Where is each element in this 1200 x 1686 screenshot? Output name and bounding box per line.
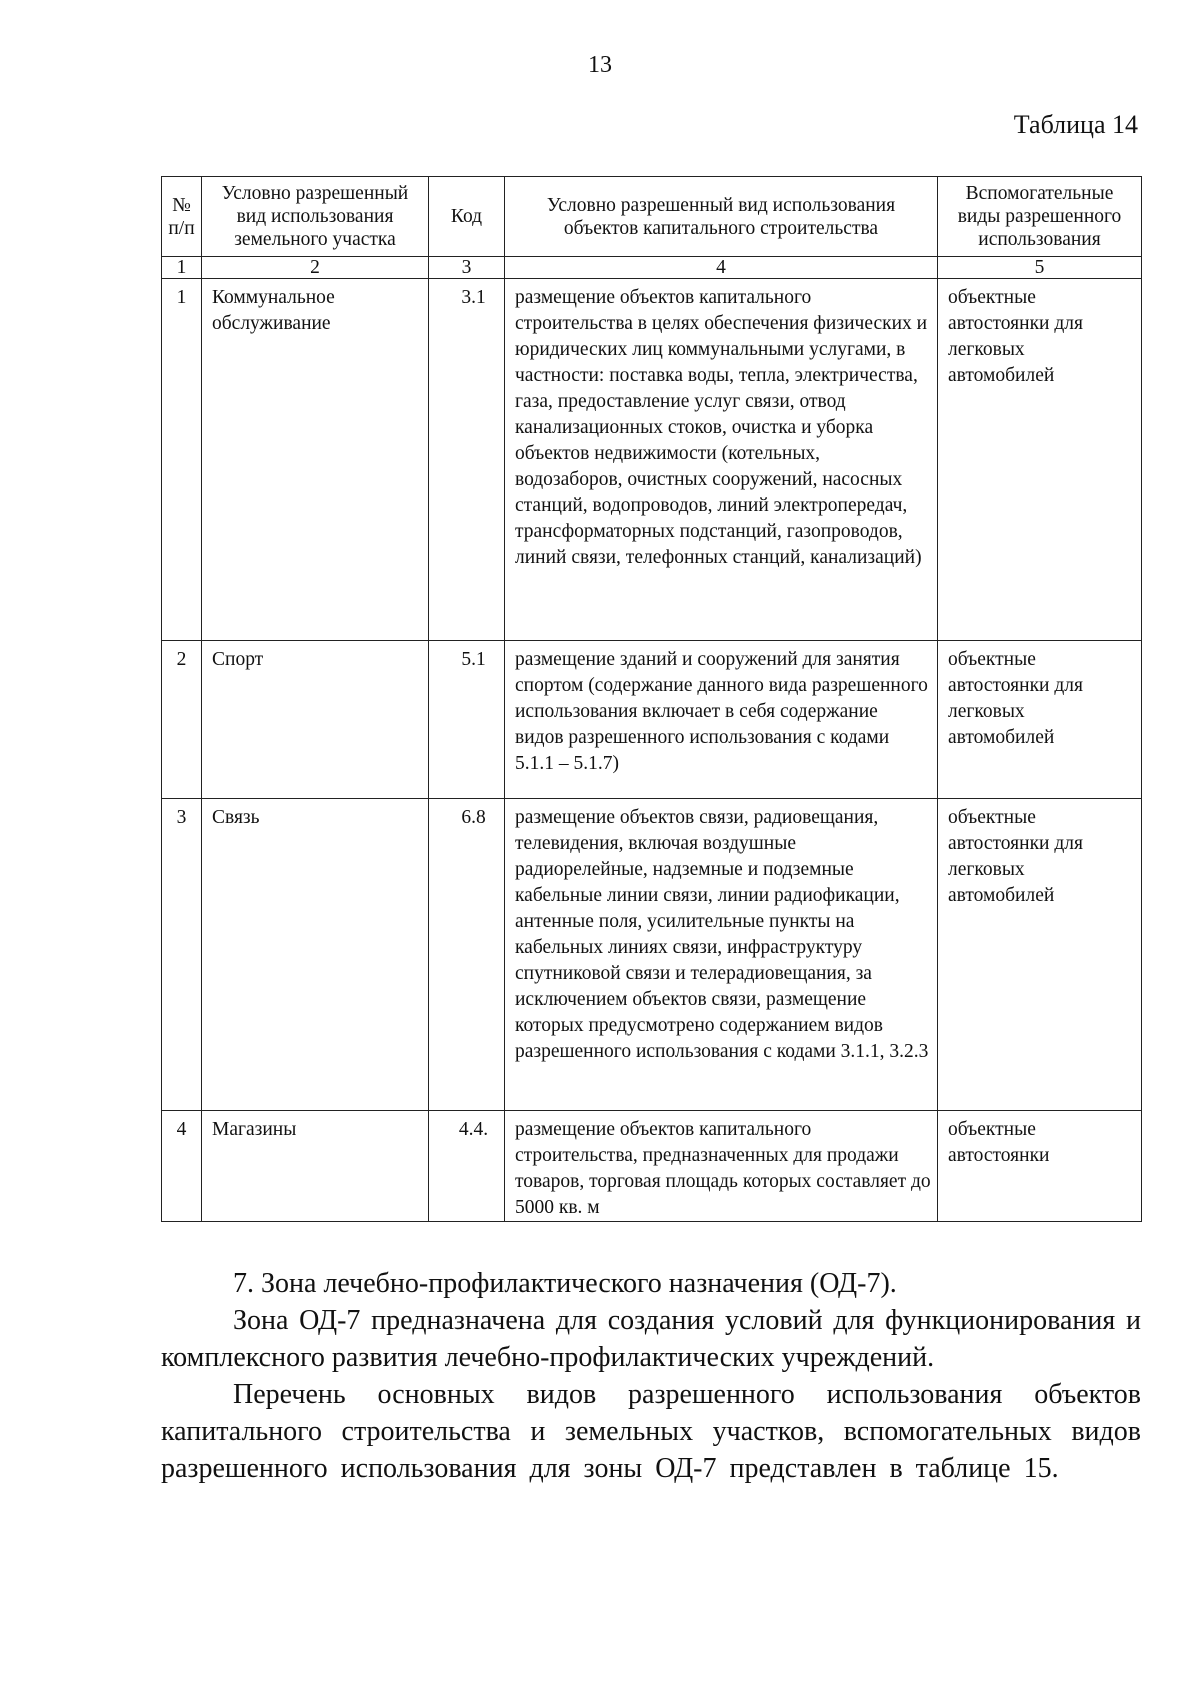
- column-number: 1: [162, 257, 202, 279]
- column-number: 2: [202, 257, 429, 279]
- row-code: 4.4.: [429, 1111, 505, 1222]
- row-code: 5.1: [429, 641, 505, 799]
- row-land-use: Связь: [202, 799, 429, 1111]
- header-num: № п/п: [162, 177, 202, 257]
- table-row: [162, 279, 1142, 641]
- row-code: 3.1: [429, 279, 505, 641]
- row-code: 6.8: [429, 799, 505, 1111]
- row-number: 4: [162, 1111, 202, 1222]
- header-land-use: Условно разрешенный вид использования земельного участка: [202, 177, 429, 257]
- header-auxiliary: Вспомогательные виды разрешенного использования: [938, 177, 1142, 257]
- row-land-use: Магазины: [202, 1111, 429, 1222]
- row-number: 3: [162, 799, 202, 1111]
- row-auxiliary: объектные автостоянки для легковых автомобилей: [938, 641, 1142, 799]
- section-title: 7. Зона лечебно-профилактического назначения (ОД-7).: [233, 1268, 897, 1299]
- row-auxiliary: объектные автостоянки для легковых автомобилей: [938, 799, 1142, 1111]
- header-capital-use: Условно разрешенный вид использования объектов капитального строительства: [505, 177, 938, 257]
- table-row: [162, 1111, 1142, 1222]
- row-description: размещение зданий и сооружений для занятия спортом (содержание данного вида разрешенного использования включает в себя содержание видов разрешенного использования с кодами 5.1.1 – 5.1.7): [505, 641, 938, 799]
- column-number: 5: [938, 257, 1142, 279]
- column-number: 4: [505, 257, 938, 279]
- column-number-row: [162, 257, 1142, 279]
- row-number: 1: [162, 279, 202, 641]
- row-description: размещение объектов связи, радиовещания, телевидения, включая воздушные радиорелейные, надземные и подземные кабельные линии связи, линии радиофикации, антенные поля, усилительные пункты на кабельных линиях связи, инфраструктуру спутниковой связи и телерадиовещания, за исключением объектов связи, размещение которых предусмотрено содержанием видов разрешенного использования с кодами 3.1.1, 3.2.3: [505, 799, 938, 1111]
- permitted-use-table: [161, 176, 1142, 1222]
- table-row: [162, 799, 1142, 1111]
- section-paragraph: Зона ОД-7 предназначена для создания условий для функционирования и комплексного развития лечебно-профилактических учреждений.: [161, 1305, 1141, 1373]
- page-number: 13: [588, 52, 612, 78]
- row-number: 2: [162, 641, 202, 799]
- row-auxiliary: объектные автостоянки для легковых автомобилей: [938, 279, 1142, 641]
- table-caption: Таблица 14: [1013, 110, 1138, 139]
- row-land-use: Спорт: [202, 641, 429, 799]
- header-code: Код: [429, 177, 505, 257]
- row-description: размещение объектов капитального строительства в целях обеспечения физических и юридических лиц коммунальными услугами, в частности: поставка воды, тепла, электричества, газа, предоставление услуг связи, отвод канализационных стоков, очистка и уборка объектов недвижимости (котельных, водозаборов, очистных сооружений, насосных станций, водопроводов, линий электропередач, трансформаторных подстанций, газопроводов, линий связи, телефонных станций, канализаций): [505, 279, 938, 641]
- row-land-use: Коммунальное обслуживание: [202, 279, 429, 641]
- table-header-row: [162, 177, 1142, 257]
- row-description: размещение объектов капитального строительства, предназначенных для продажи товаров, торговая площадь которых составляет до 5000 кв. м: [505, 1111, 938, 1222]
- column-number: 3: [429, 257, 505, 279]
- row-auxiliary: объектные автостоянки: [938, 1111, 1142, 1222]
- table-row: [162, 641, 1142, 799]
- section-paragraph: Перечень основных видов разрешенного использования объектов капитального строительства и земельных участков, вспомогательных видов разрешенного использования для зоны ОД-7 представлен в таблице 15.: [161, 1379, 1141, 1484]
